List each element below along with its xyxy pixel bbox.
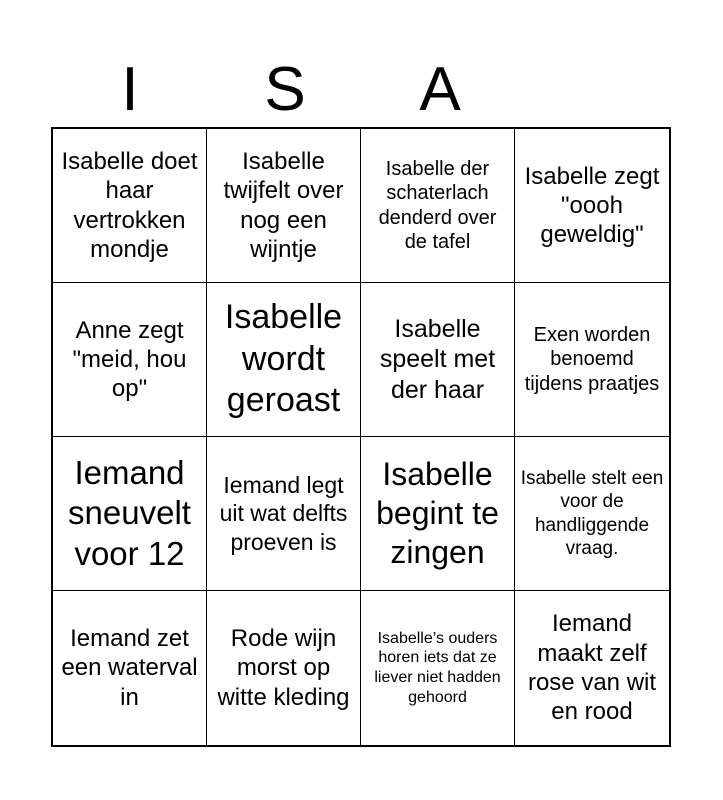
bingo-cell[interactable]: Isabelle’s ouders horen iets dat ze liever niet hadden gehoord	[361, 591, 515, 745]
bingo-cell[interactable]: Isabelle begint te zingen	[361, 437, 515, 591]
bingo-cell[interactable]: Isabelle zegt "oooh geweldig"	[515, 129, 669, 283]
header-letter-3: A	[419, 55, 461, 124]
bingo-cell[interactable]: Iemand maakt zelf rose van wit en rood	[527, 610, 657, 726]
bingo-cell[interactable]: Iemand legt uit wat delfts proeven is	[207, 437, 361, 591]
bingo-cell[interactable]: Isabelle speelt met der haar	[361, 283, 515, 437]
bingo-header	[52, 52, 672, 128]
bingo-cell[interactable]: Isabelle doet haar vertrokken mondje	[53, 129, 207, 283]
bingo-cell[interactable]: Isabelle stelt een voor de handliggende vraag.	[515, 437, 669, 591]
bingo-cell[interactable]: Anne zegt "meid, hou op"	[53, 283, 207, 437]
bingo-cell[interactable]: Isabelle twijfelt over nog een wijntje	[207, 129, 361, 283]
header-letter-2: S	[264, 55, 306, 124]
bingo-cell[interactable]: Isabelle der schaterlach denderd over de tafel	[361, 129, 515, 283]
bingo-cell[interactable]: Isabelle wordt geroast	[207, 283, 361, 437]
bingo-cell[interactable]: Iemand zet een waterval in	[53, 591, 207, 745]
bingo-cell[interactable]: Iemand sneuvelt voor 12	[53, 437, 207, 591]
bingo-cell[interactable]: Rode wijn morst op witte kleding	[207, 591, 361, 745]
header-letter-1: I	[121, 55, 139, 124]
bingo-grid	[51, 127, 671, 747]
bingo-cell[interactable]: Exen worden benoemd tijdens praatjes	[515, 283, 669, 437]
